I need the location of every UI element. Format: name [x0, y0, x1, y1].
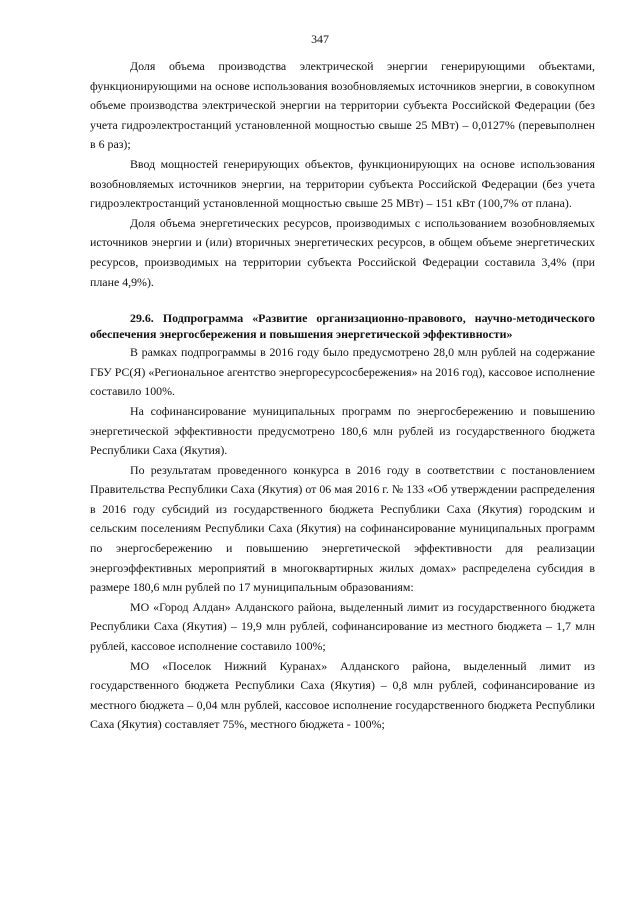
paragraph-cofinancing: На софинансирование муниципальных программ по энергосбережению и повышению энергетической эффективности предусмотрено 180,6 млн рублей из государственного бюджета Республики Саха (Якутия). [90, 403, 595, 458]
paragraph-renewable-share: Доля объема производства электрической энергии генерирующими объектами, функционирующими на основе использования возобновляемых источников энергии, в совокупном объеме производства электрической энергии на территории субъекта Российской Федерации (без учета гидроэлектростанций установленной мощностью свыше 25 МВт) – 0,0127% (перевыполнен в 6 раз); [90, 59, 595, 152]
paragraph-agency-funding: В рамках подпрограммы в 2016 году было предусмотрено 28,0 млн рублей на содержание ГБУ РС(Я) «Региональное агентство энергоресурсосбережения» на 2016 год), кассовое исполнение составило 100%. [90, 345, 595, 399]
section-heading: 29.6. Подпрограмма «Развитие организационно-правового, научно-методического обеспечения энергосбережения и повышения энергетической эффективности» [90, 311, 595, 341]
paragraph-capacity-input: Ввод мощностей генерирующих объектов, функционирующих на основе использования возобновляемых источников энергии, на территории субъекта Российской Федерации (без учета гидроэлектростанций установленной мощностью свыше 25 МВт) – 151 кВт (100,7% от плана). [90, 156, 595, 211]
paragraph-mo-nizhny-kuranakh: МО «Поселок Нижний Куранах» Алданского района, выделенный лимит из государственного бюджета Республики Саха (Якутия) – 0,8 млн рублей, софинансирование из местного бюджета – 0,04 млн рублей, кассовое исполнение государственного бюджета Республики Саха (Якутия) составляет 75%, местного бюджета - 100%; [90, 658, 595, 732]
paragraph-competition-results: По результатам проведенного конкурса в 2016 году в соответствии с постановлением Правительства Республики Саха (Якутия) от 06 мая 2016 г. № 133 «Об утверждении распределения в 2016 году субсидий из государственного бюджета Республики Саха (Якутия) городским и сельским поселениям Республики Саха (Якутия) на софинансирование муниципальных программ по энергосбережению и повышению энергетической эффективности для реализации энергоэффективных мероприятий в многоквартирных жилых домах» распределена субсидия в размере 180,6 млн рублей по 17 муниципальным образованиям: [90, 462, 595, 595]
document-body [90, 57, 595, 735]
paragraph-energy-resources-share: Доля объема энергетических ресурсов, производимых с использованием возобновляемых источников энергии и (или) вторичных энергетических ресурсов, в общем объеме энергетических ресурсов, производимых на территории субъекта Российской Федерации составила 3,4% (при плане 4,9%). [90, 215, 595, 289]
page-number: 347 [311, 32, 329, 46]
paragraph-mo-aldan: МО «Город Алдан» Алданского района, выделенный лимит из государственного бюджета Республики Саха (Якутия) – 19,9 млн рублей, софинансирование из местного бюджета – 1,7 млн рублей, кассовое исполнение составило 100%; [90, 599, 595, 654]
